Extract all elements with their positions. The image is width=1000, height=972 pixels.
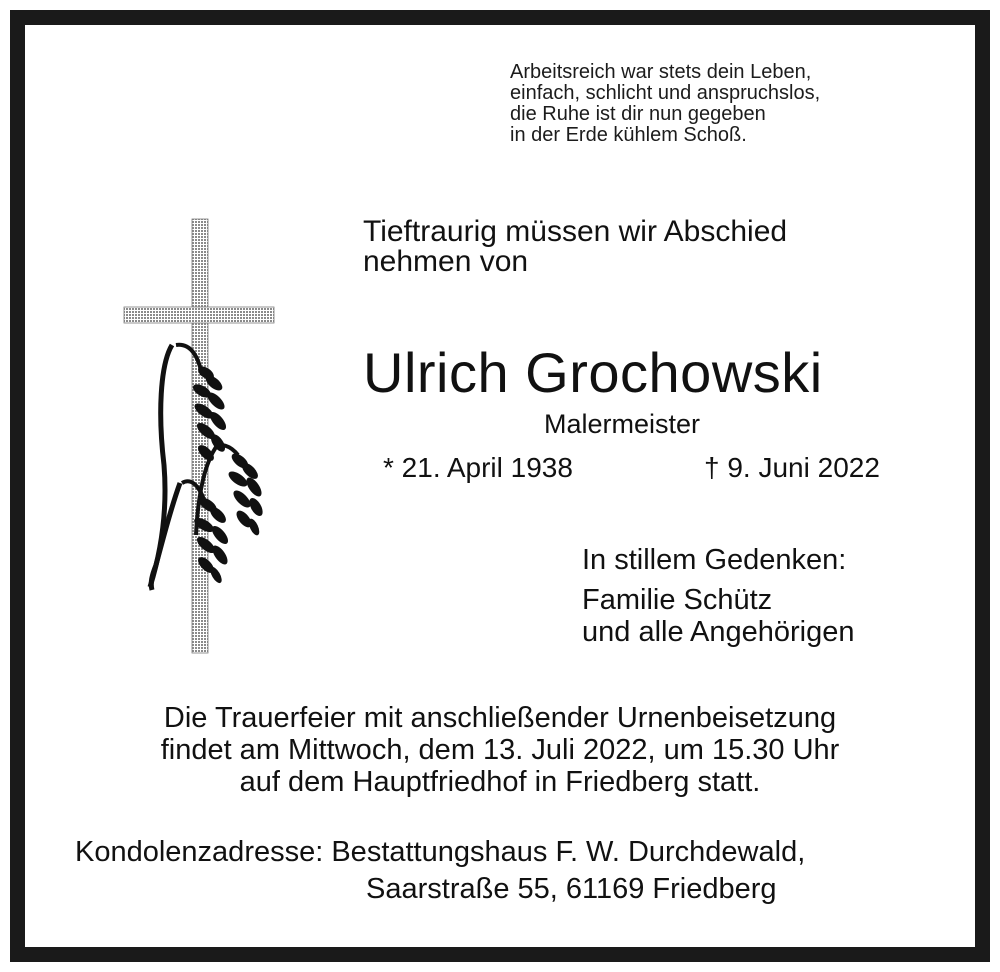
condolence-address-street: Saarstraße 55, 61169 Friedberg: [366, 873, 777, 905]
condolence-address-line: Kondolenzadresse: Bestattungshaus F. W. Durchdewald,: [75, 836, 806, 868]
poem-line: die Ruhe ist dir nun gegeben: [510, 103, 766, 125]
mourners-block: [582, 544, 855, 648]
poem-line: Arbeitsreich war stets dein Leben,: [510, 61, 812, 83]
deceased-profession: Malermeister: [544, 409, 701, 439]
memory-heading: In stillem Gedenken:: [582, 544, 847, 576]
cross-icon: [124, 219, 274, 653]
poem-block: [510, 62, 820, 146]
funeral-line: findet am Mittwoch, dem 13. Juli 2022, um 15.30 Uhr: [160, 734, 840, 766]
intro-text: [363, 217, 787, 277]
intro-line: nehmen von: [363, 245, 529, 278]
funeral-line: Die Trauerfeier mit anschließender Urnenbeisetzung: [163, 702, 837, 734]
birth-date: * 21. April 1938: [383, 452, 573, 483]
death-date: † 9. Juni 2022: [704, 452, 880, 483]
funeral-info: [0, 702, 1000, 798]
mourner-line: Familie Schütz: [582, 584, 773, 616]
funeral-line: auf dem Hauptfriedhof in Friedberg statt.: [239, 766, 761, 798]
poem-line: in der Erde kühlem Schoß.: [510, 124, 747, 146]
poem-line: einfach, schlicht und anspruchslos,: [510, 82, 821, 104]
deceased-name: Ulrich Grochowski: [363, 341, 823, 404]
intro-line: Tieftraurig müssen wir Abschied: [363, 215, 788, 248]
cross-with-wheat-icon: [120, 215, 280, 655]
mourner-line: und alle Angehörigen: [582, 616, 855, 648]
